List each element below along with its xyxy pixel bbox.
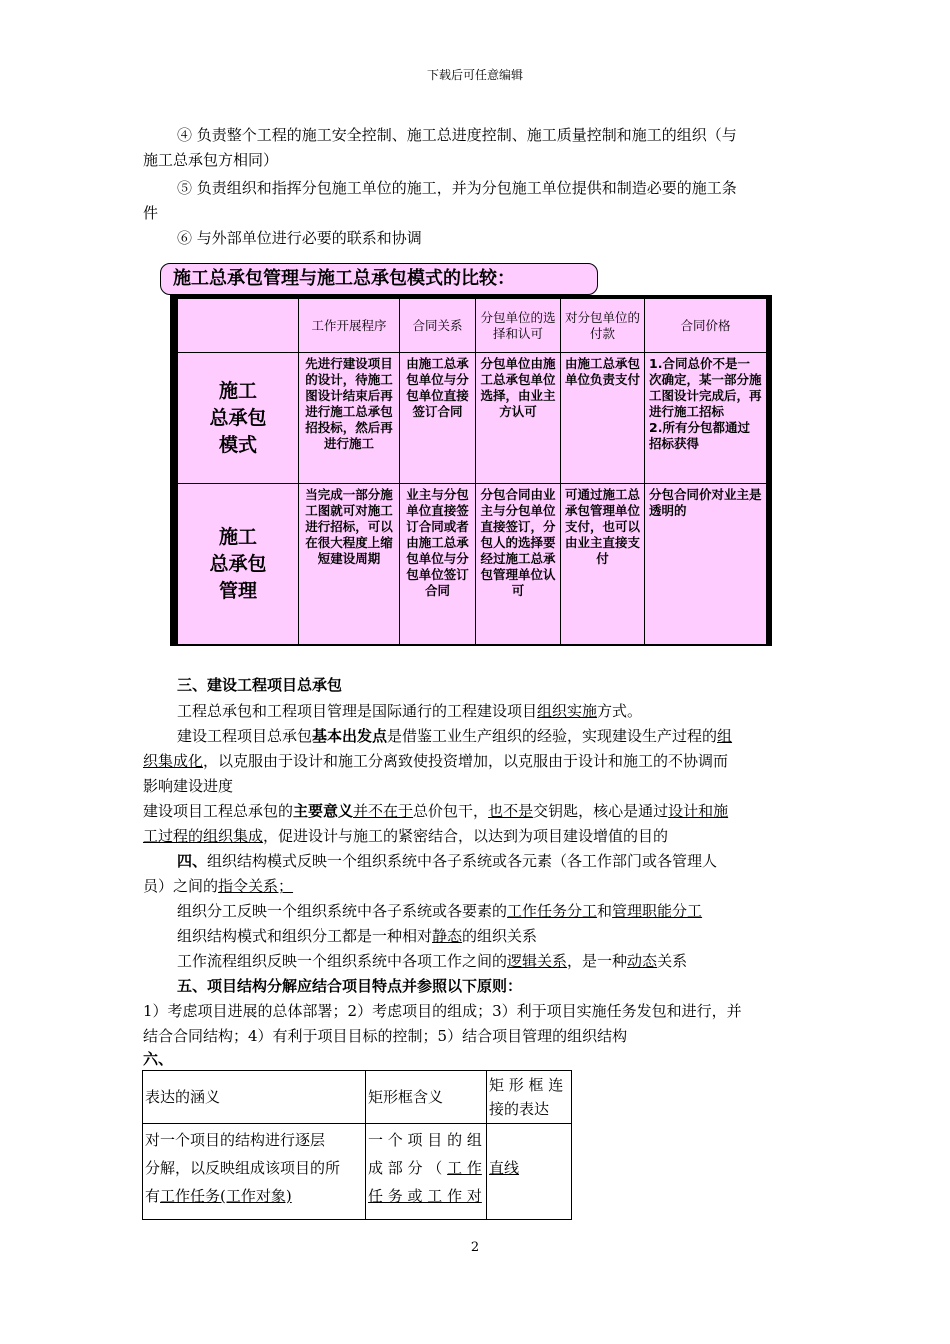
- item-4-line1: ④ 负责整个工程的施工安全控制、施工总进度控制、施工质量控制和施工的组织（与: [177, 126, 737, 144]
- section-5-line1: 1）考虑项目进展的总体部署；2）考虑项目的组成；3）利于项目实施任务发包和进行，并: [143, 1002, 742, 1020]
- column-header: 表达的涵义: [143, 1071, 366, 1124]
- row-header-line: 施工: [218, 379, 257, 402]
- table-cell: 先进行建设项目的设计，待施工图设计结束后再进行施工总承包招投标，然后再进行施工: [299, 353, 400, 484]
- text: 方式。: [597, 702, 643, 720]
- section-3-para-3-line1: [143, 799, 728, 824]
- underlined-text: 管理职能分工: [612, 902, 703, 920]
- text: 和: [597, 902, 613, 920]
- section-5-line2: 结合合同结构；4）有利于项目目标的控制；5）结合项目管理的组织结构: [143, 1027, 628, 1045]
- text: 关系: [657, 952, 688, 970]
- item-5-line1: ⑤ 负责组织和指挥分包施工单位的施工，并为分包施工单位提供和制造必要的施工条: [177, 179, 737, 197]
- comparison-header-row: [178, 299, 767, 353]
- section-6-header-row: [143, 1071, 572, 1124]
- row-header: [178, 353, 299, 484]
- section-3-para-2-line3: 影响建设进度: [143, 777, 234, 795]
- section-3-heading: 三、建设工程项目总承包: [177, 676, 343, 694]
- underlined-text: 动态: [627, 952, 658, 970]
- text: 组织结构模式和组织分工都是一种相对: [177, 927, 433, 945]
- item-5-line2: 件: [143, 204, 159, 222]
- comparison-row-general-contracting: [178, 353, 767, 484]
- table-cell: 由施工总承包单位负责支付: [561, 353, 645, 484]
- cell-line: [368, 1182, 484, 1210]
- item-4-line2: 施工总承包方相同）: [143, 151, 279, 169]
- row-header-line: 模式: [218, 433, 257, 456]
- table-cell: 分包合同价对业主是透明的: [645, 484, 767, 645]
- row-header: [178, 484, 299, 645]
- underlined-text: 指令关系；: [218, 877, 294, 895]
- column-header: 矩 形 框 连 接的表达: [487, 1071, 572, 1124]
- table-cell: 业主与分包单位直接签订合同或者由施工总承包单位与分包单位签订合同: [400, 484, 476, 645]
- table-cell: [487, 1124, 572, 1220]
- text: 成 部 分 （: [368, 1159, 448, 1177]
- cell-line: [489, 1126, 569, 1154]
- section-4-line4: [177, 924, 537, 949]
- column-header: 对分包单位的付款: [561, 299, 645, 353]
- cell-line: 分解，以反映组成该项目的所: [145, 1159, 341, 1177]
- table-cell: [143, 1124, 366, 1220]
- row-header-line: 管理: [218, 579, 257, 602]
- cell-line: [368, 1154, 484, 1182]
- header-empty-cell: [178, 299, 299, 353]
- bold-text: 四、: [177, 852, 208, 870]
- section-4-line5: [177, 949, 687, 974]
- section-3-para-2-line2: [143, 749, 728, 774]
- section-3-para-3-line2: [143, 824, 668, 849]
- underlined-text: 工作任务(工作对象): [160, 1187, 292, 1205]
- text: 建设项目工程总承包的: [143, 802, 294, 820]
- text: 是借鉴工业生产组织的经验，实现建设生产过程的: [387, 727, 718, 745]
- row-header-line: 总承包: [209, 406, 267, 429]
- text: 总价包干，: [413, 802, 489, 820]
- section-3-para-1: [177, 699, 642, 724]
- column-header: 工作开展程序: [299, 299, 400, 353]
- text: 有: [145, 1187, 161, 1205]
- bold-text: 基本出发点: [312, 727, 388, 745]
- text: 的组织关系: [462, 927, 538, 945]
- section-5-heading: 五、项目结构分解应结合项目特点并参照以下原则：: [177, 977, 523, 995]
- section-6-row: [143, 1124, 572, 1220]
- header-note: 下载后可任意编辑: [426, 68, 523, 82]
- underlined-text: 设计和施: [668, 802, 729, 820]
- section-3-para-2-line1: [177, 724, 732, 749]
- page-number: 2: [470, 1240, 480, 1255]
- table-cell: [366, 1124, 487, 1220]
- section-6-heading: 六、: [143, 1050, 174, 1068]
- comparison-title: 施工总承包管理与施工总承包模式的比较：: [160, 263, 598, 295]
- text: 交钥匙，核心是通过: [533, 802, 669, 820]
- text: 组织结构模式反映一个组织系统中各子系统或各元素（各工作部门或各管理人: [207, 852, 718, 870]
- text: 工作流程组织反映一个组织系统中各项工作之间的: [177, 952, 508, 970]
- table-cell: 可通过施工总承包管理单位支付，也可以由业主直接支付: [561, 484, 645, 645]
- underlined-text: 工过程的组织集成: [143, 827, 264, 845]
- section-4-line3: [177, 899, 702, 924]
- underlined-text: 组织实施: [537, 702, 598, 720]
- underlined-text: 组: [717, 727, 733, 745]
- bold-text: 主要意义: [293, 802, 354, 820]
- text: 建设工程项目总承包: [177, 727, 313, 745]
- cell-line: 对一个项目的结构进行逐层: [145, 1131, 326, 1149]
- cell-line: [145, 1182, 363, 1210]
- underlined-text: 工作任务分工: [507, 902, 598, 920]
- section-6-table: [142, 1070, 572, 1220]
- item-6: ⑥ 与外部单位进行必要的联系和协调: [177, 229, 422, 247]
- cell-line: 直线: [489, 1159, 520, 1177]
- text: ，是一种: [567, 952, 628, 970]
- table-cell: 当完成一部分施工图就可对施工进行招标，可以在很大程度上缩短建设周期: [299, 484, 400, 645]
- text: 组织分工反映一个组织系统中各子系统或各要素的: [177, 902, 508, 920]
- column-header: 矩形框含义: [366, 1071, 487, 1124]
- column-header: 合同价格: [645, 299, 767, 353]
- comparison-table: [177, 298, 767, 645]
- text: 员）之间的: [143, 877, 219, 895]
- underlined-text: 逻辑关系: [507, 952, 568, 970]
- row-header-line: 总承包: [209, 552, 267, 575]
- underlined-text: 织集成化: [143, 752, 204, 770]
- table-cell: 1.合同总价不是一次确定，某一部分施工图设计完成后，再进行施工招标 2.所有分包都通过招标获得: [645, 353, 767, 484]
- text: ，以克服由于设计和施工分离致使投资增加，以克服由于设计和施工的不协调而: [203, 752, 729, 770]
- text: 工程总承包和工程项目管理是国际通行的工程建设项目: [177, 702, 538, 720]
- text: ，促进设计与施工的紧密结合，以达到为项目建设增值的目的: [263, 827, 669, 845]
- row-header-line: 施工: [218, 525, 257, 548]
- table-cell: 分包单位由施工总承包单位选择，由业主方认可: [476, 353, 561, 484]
- table-cell: 由施工总承包单位与分包单位直接签订合同: [400, 353, 476, 484]
- cell-line: 一 个 项 目 的 组: [368, 1131, 482, 1149]
- underlined-text: 并不在于: [353, 802, 414, 820]
- underlined-text: 工 作: [447, 1159, 482, 1177]
- table-cell: 分包合同由业主与分包单位直接签订，分包人的选择要经过施工总承包管理单位认可: [476, 484, 561, 645]
- section-4-line1: [177, 849, 717, 874]
- section-4-line2: [143, 874, 293, 899]
- underlined-text: 静态: [432, 927, 463, 945]
- column-header: 合同关系: [400, 299, 476, 353]
- column-header: 分包单位的选择和认可: [476, 299, 561, 353]
- underlined-text: 任 务 或 工 作 对: [368, 1187, 482, 1205]
- underlined-text: 也不是: [488, 802, 534, 820]
- comparison-row-contracting-management: [178, 484, 767, 645]
